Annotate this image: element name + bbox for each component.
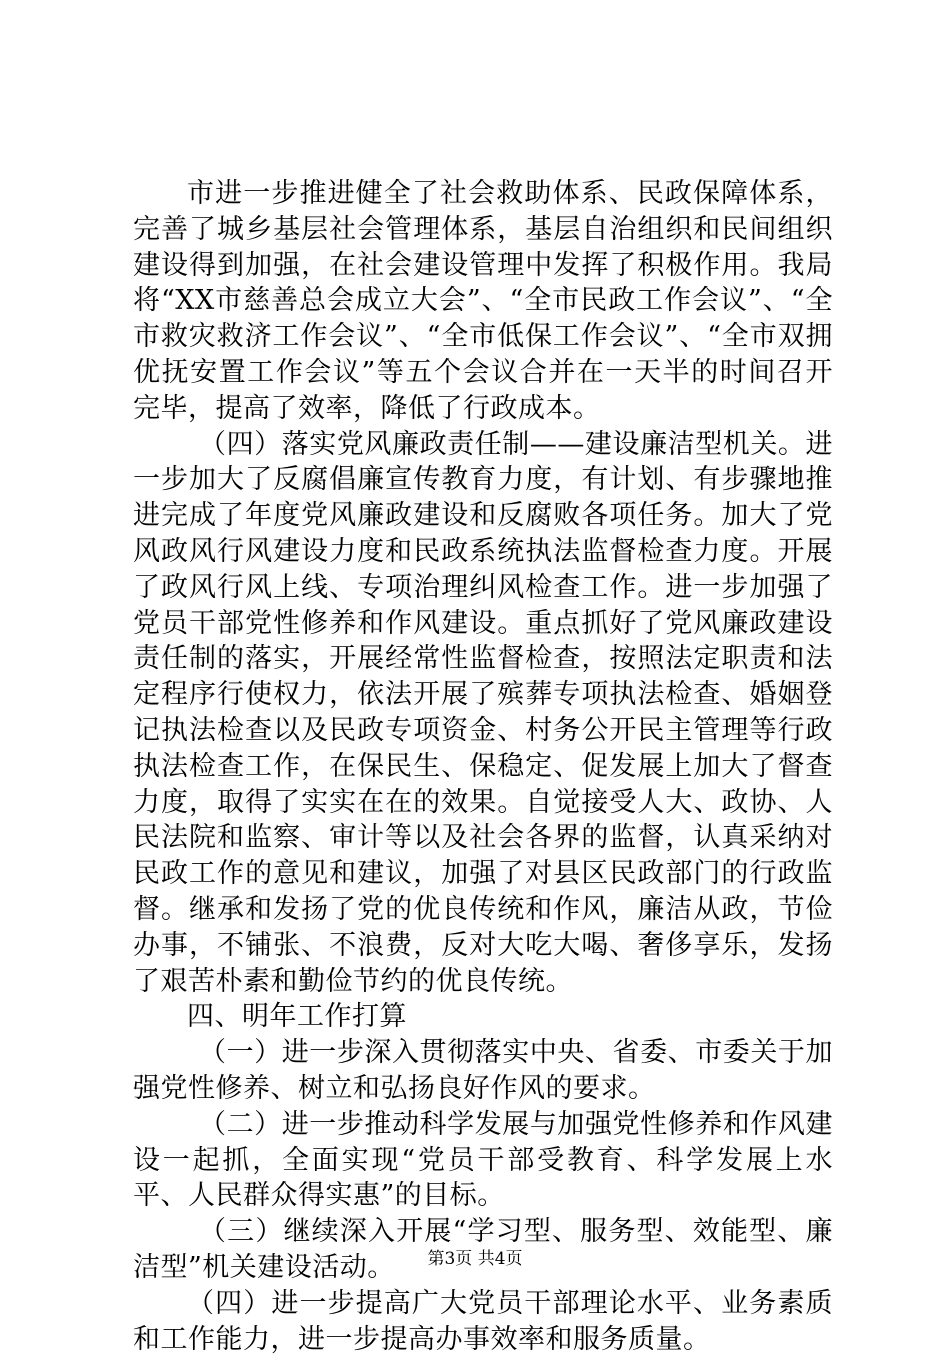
plan-item-2: （二）进一步推动科学发展与加强党性修养和作风建设一起抓，全面实现“党员干部受教育、科学发展上水平、人民群众得实惠”的目标。 <box>133 1108 833 1212</box>
plan-item-3: （三）继续深入开展“学习型、服务型、效能型、廉洁型”机关建设活动。 <box>133 1216 833 1283</box>
paragraph-social-assistance: 市进一步推进健全了社会救助体系、民政保障体系，完善了城乡基层社会管理体系，基层自治组织和民间组织建设得到加强，在社会建设管理中发挥了积极作用。我局将“XX市慈善总会成立大会”、“全市民政工作会议”、“全市救灾救济工作会议”、“全市低保工作会议”、“全市双拥优抚安置工作会议”等五个会议合并在一天半的时间召开完毕，提高了效率，降低了行政成本。 <box>133 178 833 424</box>
page-number-footer: 第3页 共4页 <box>427 1249 523 1269</box>
document-body <box>133 176 833 1357</box>
plan-item-4: （四）进一步提高广大党员干部理论水平、业务素质和工作能力，进一步提高办事效率和服务质量。 <box>133 1287 833 1355</box>
paragraph-clean-government: （四）落实党风廉政责任制——建设廉洁型机关。进一步加大了反腐倡廉宣传教育力度，有计划、有步骤地推进完成了年度党风廉政建设和反腐败各项任务。加大了党风政风行风建设力度和民政系统执法监督检查力度。开展了政风行风上线、专项治理纠风检查工作。进一步加强了党员干部党性修养和作风建设。重点抓好了党风廉政建设责任制的落实，开展经常性监督检查，按照法定职责和法定程序行使权力，依法开展了殡葬专项执法检查、婚姻登记执法检查以及民政专项资金、村务公开民主管理等行政执法检查工作，在保民生、保稳定、促发展上加大了督查力度，取得了实实在在的效果。自觉接受人大、政协、人民法院和监察、审计等以及社会各界的监督，认真采纳对民政工作的意见和建议，加强了对县区民政部门的行政监督。继承和发扬了党的优良传统和作风，廉洁从政，节俭办事，不铺张、不浪费，反对大吃大喝、奢侈享乐，发扬了艰苦朴素和勤俭节约的优良传统。 <box>133 428 833 997</box>
section-heading-next-year-plan: 四、明年工作打算 <box>187 1001 407 1033</box>
plan-item-1: （一）进一步深入贯彻落实中央、省委、市委关于加强党性修养、树立和弘扬良好作风的要求。 <box>133 1037 833 1104</box>
